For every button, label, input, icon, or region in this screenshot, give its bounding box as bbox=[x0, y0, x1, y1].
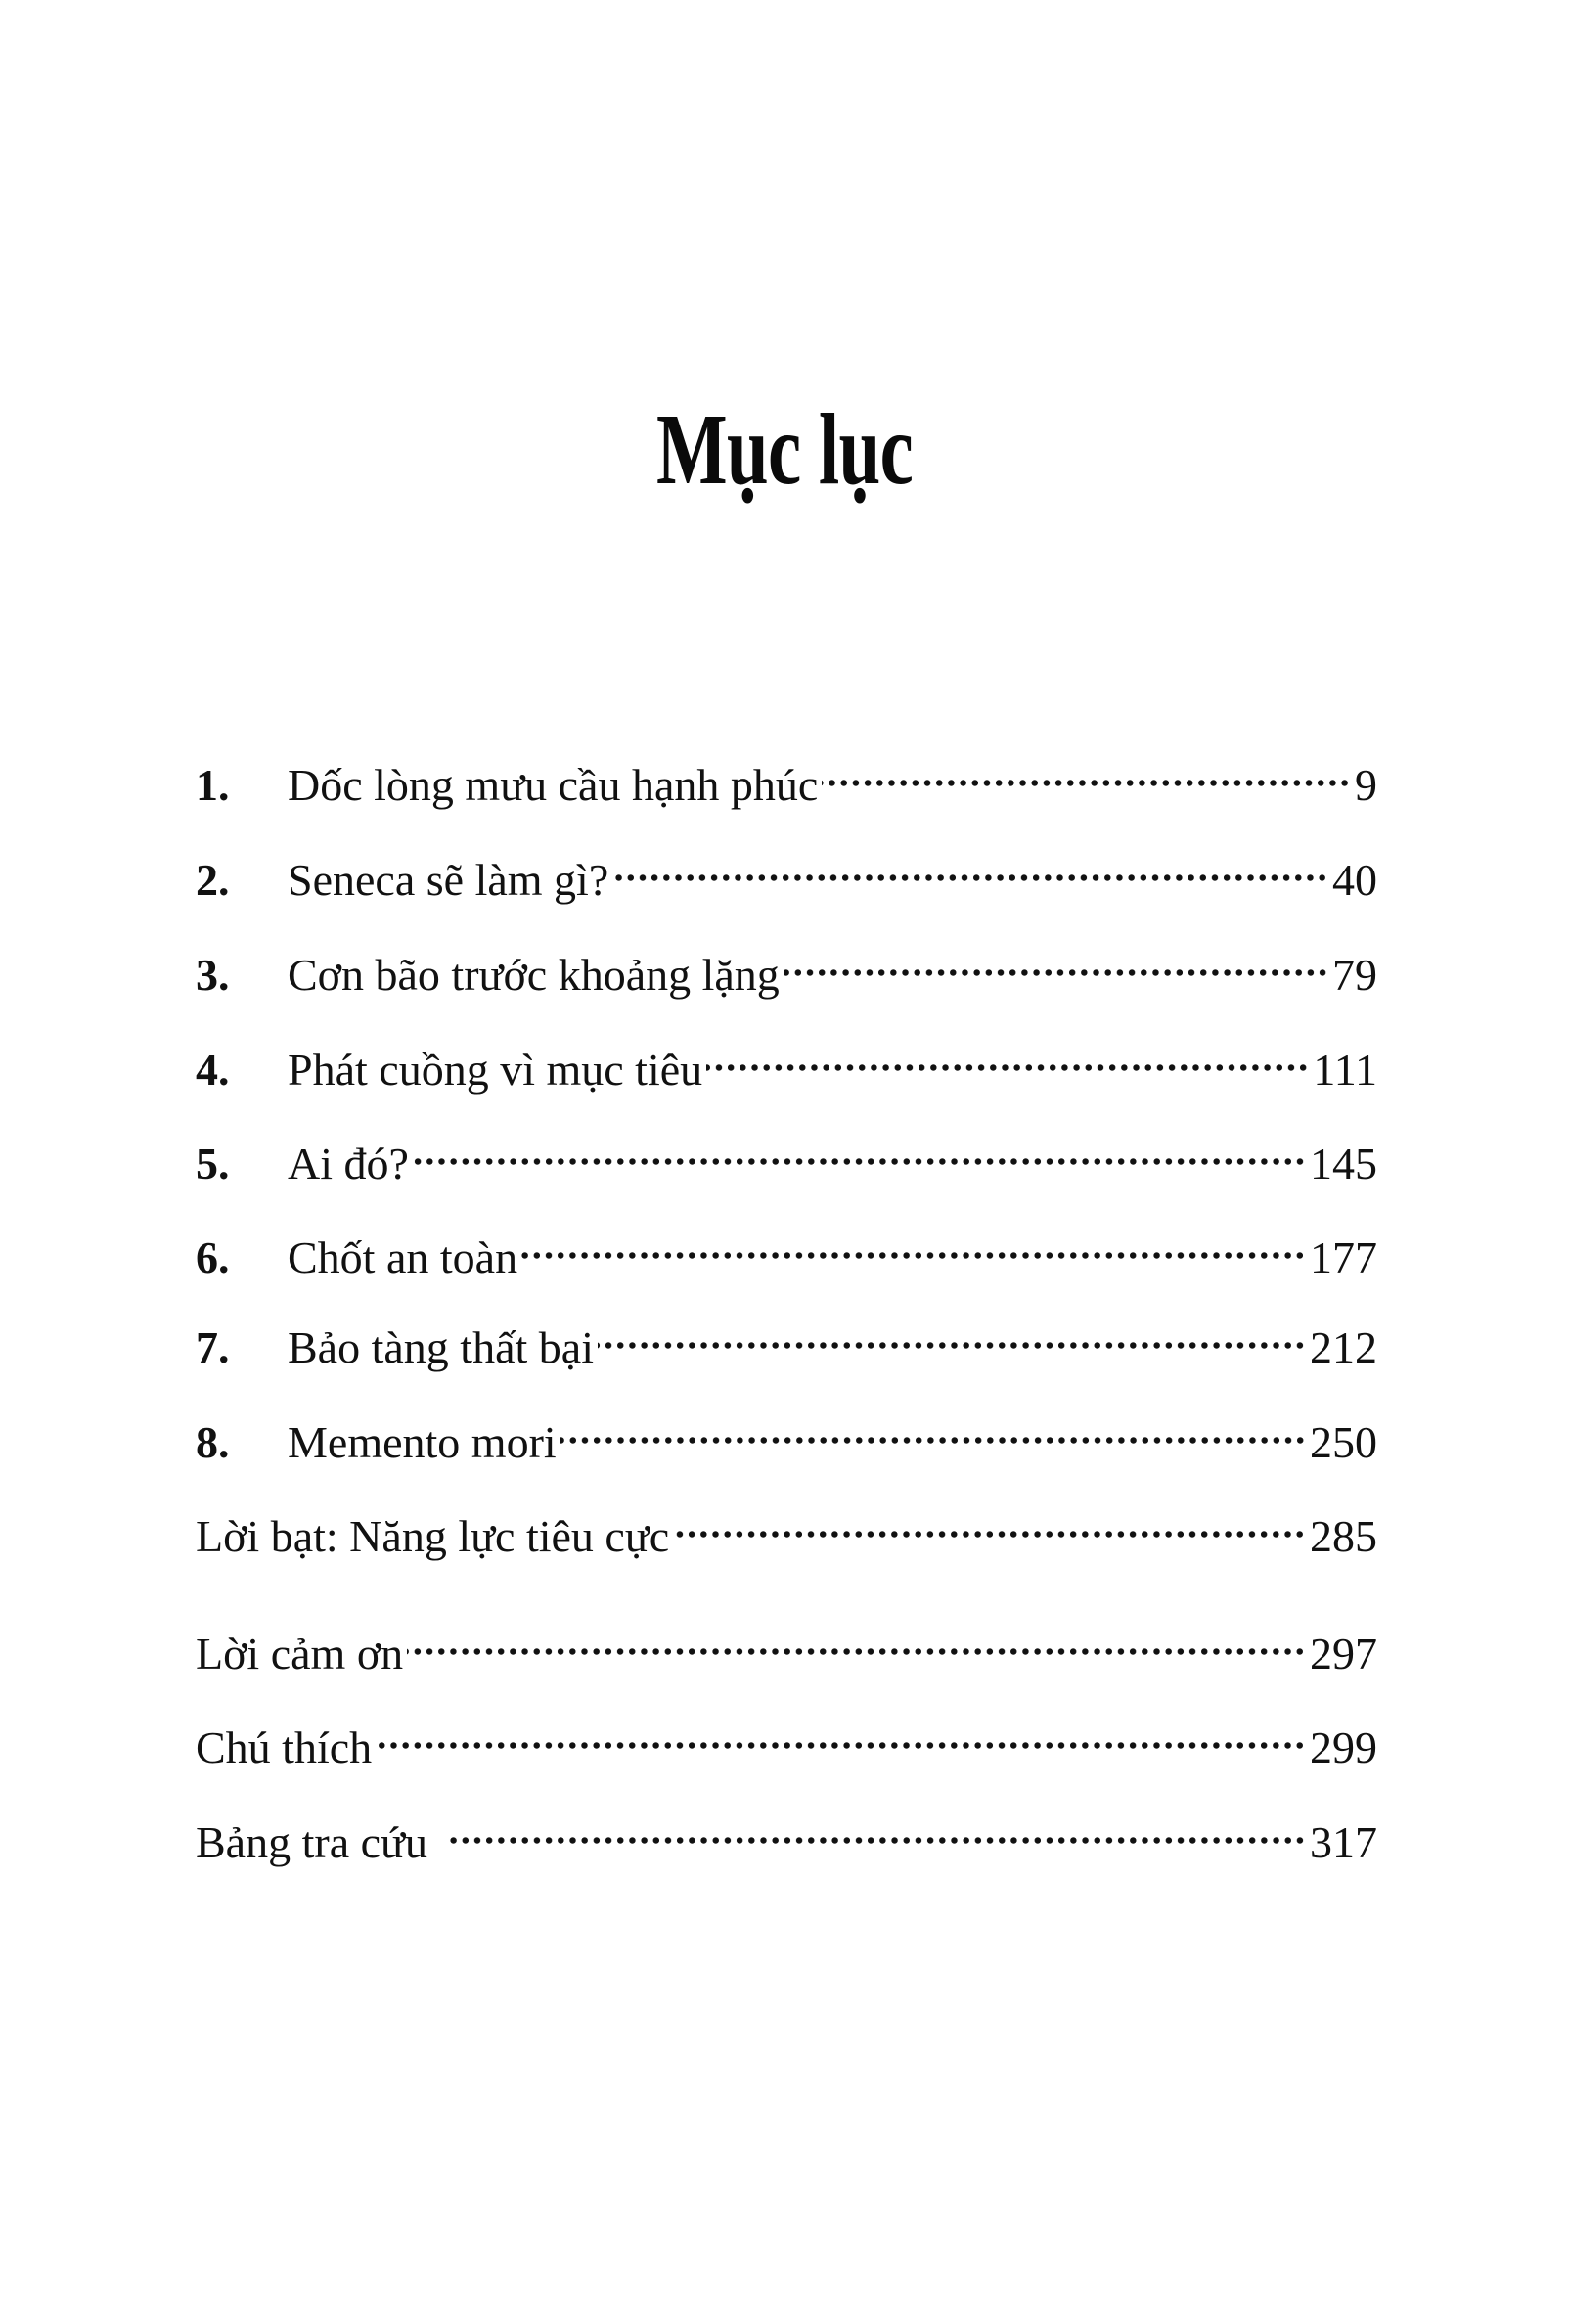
chapter-number: 3. bbox=[196, 950, 230, 1000]
toc-entry-chapter-4[interactable] bbox=[196, 1026, 1377, 1095]
chapter-number: 4. bbox=[196, 1045, 230, 1095]
dot-leader bbox=[407, 1610, 1306, 1669]
chapter-number: 8. bbox=[196, 1417, 230, 1467]
dot-leader bbox=[413, 1120, 1306, 1179]
chapter-title: Cơn bão trước khoảng lặng bbox=[288, 950, 780, 1000]
page-number: 40 bbox=[1332, 855, 1377, 905]
section-title: Bảng tra cứu bbox=[196, 1817, 427, 1867]
page-number: 317 bbox=[1310, 1817, 1377, 1867]
dot-leader bbox=[598, 1304, 1306, 1363]
chapter-number: 5. bbox=[196, 1139, 230, 1188]
toc-entry-afterword[interactable] bbox=[196, 1493, 1377, 1561]
dot-leader bbox=[784, 931, 1328, 990]
page-title: Mục lục bbox=[655, 393, 914, 506]
dot-leader bbox=[706, 1026, 1309, 1085]
dot-leader bbox=[521, 1214, 1306, 1273]
toc-entry-chapter-8[interactable] bbox=[196, 1399, 1377, 1467]
dot-leader bbox=[673, 1493, 1306, 1551]
chapter-title: Memento mori bbox=[288, 1417, 557, 1467]
toc-entry-chapter-6[interactable] bbox=[196, 1214, 1377, 1282]
chapter-number: 6. bbox=[196, 1232, 230, 1282]
page-number: 297 bbox=[1310, 1629, 1377, 1678]
dot-leader bbox=[376, 1704, 1306, 1763]
chapter-number: 7. bbox=[196, 1322, 230, 1372]
page-number: 250 bbox=[1310, 1417, 1377, 1467]
page-number: 299 bbox=[1310, 1722, 1377, 1772]
page-number: 79 bbox=[1332, 950, 1377, 1000]
page-number: 177 bbox=[1310, 1232, 1377, 1282]
chapter-title: Dốc lòng mưu cầu hạnh phúc bbox=[288, 760, 819, 810]
chapter-title: Ai đó? bbox=[288, 1139, 409, 1188]
toc-entry-chapter-1[interactable] bbox=[196, 741, 1377, 810]
toc-entry-chapter-7[interactable] bbox=[196, 1304, 1377, 1372]
chapter-title: Bảo tàng thất bại bbox=[288, 1322, 594, 1372]
toc-entry-chapter-2[interactable] bbox=[196, 836, 1377, 905]
chapter-title: Seneca sẽ làm gì? bbox=[288, 855, 609, 905]
page-number: 145 bbox=[1310, 1139, 1377, 1188]
page-number: 111 bbox=[1313, 1045, 1377, 1095]
chapter-number: 1. bbox=[196, 760, 230, 810]
toc-entry-chapter-5[interactable] bbox=[196, 1120, 1377, 1188]
toc-entry-index[interactable] bbox=[196, 1799, 1377, 1867]
chapter-number: 2. bbox=[196, 855, 230, 905]
dot-leader bbox=[560, 1399, 1306, 1457]
section-title: Lời bạt: Năng lực tiêu cực bbox=[196, 1511, 670, 1561]
chapter-title: Phát cuồng vì mục tiêu bbox=[288, 1045, 703, 1095]
dot-leader bbox=[612, 836, 1328, 895]
dot-leader bbox=[822, 741, 1351, 800]
toc-entry-notes[interactable] bbox=[196, 1704, 1377, 1772]
toc-entry-acknowledgements[interactable] bbox=[196, 1610, 1377, 1678]
section-title: Chú thích bbox=[196, 1722, 373, 1772]
page-number: 9 bbox=[1355, 760, 1377, 810]
page-number: 285 bbox=[1310, 1511, 1377, 1561]
section-title: Lời cảm ơn bbox=[196, 1629, 404, 1678]
dot-leader bbox=[445, 1799, 1306, 1857]
toc-entry-chapter-3[interactable] bbox=[196, 931, 1377, 1000]
page-number: 212 bbox=[1310, 1322, 1377, 1372]
chapter-title: Chốt an toàn bbox=[288, 1232, 518, 1282]
